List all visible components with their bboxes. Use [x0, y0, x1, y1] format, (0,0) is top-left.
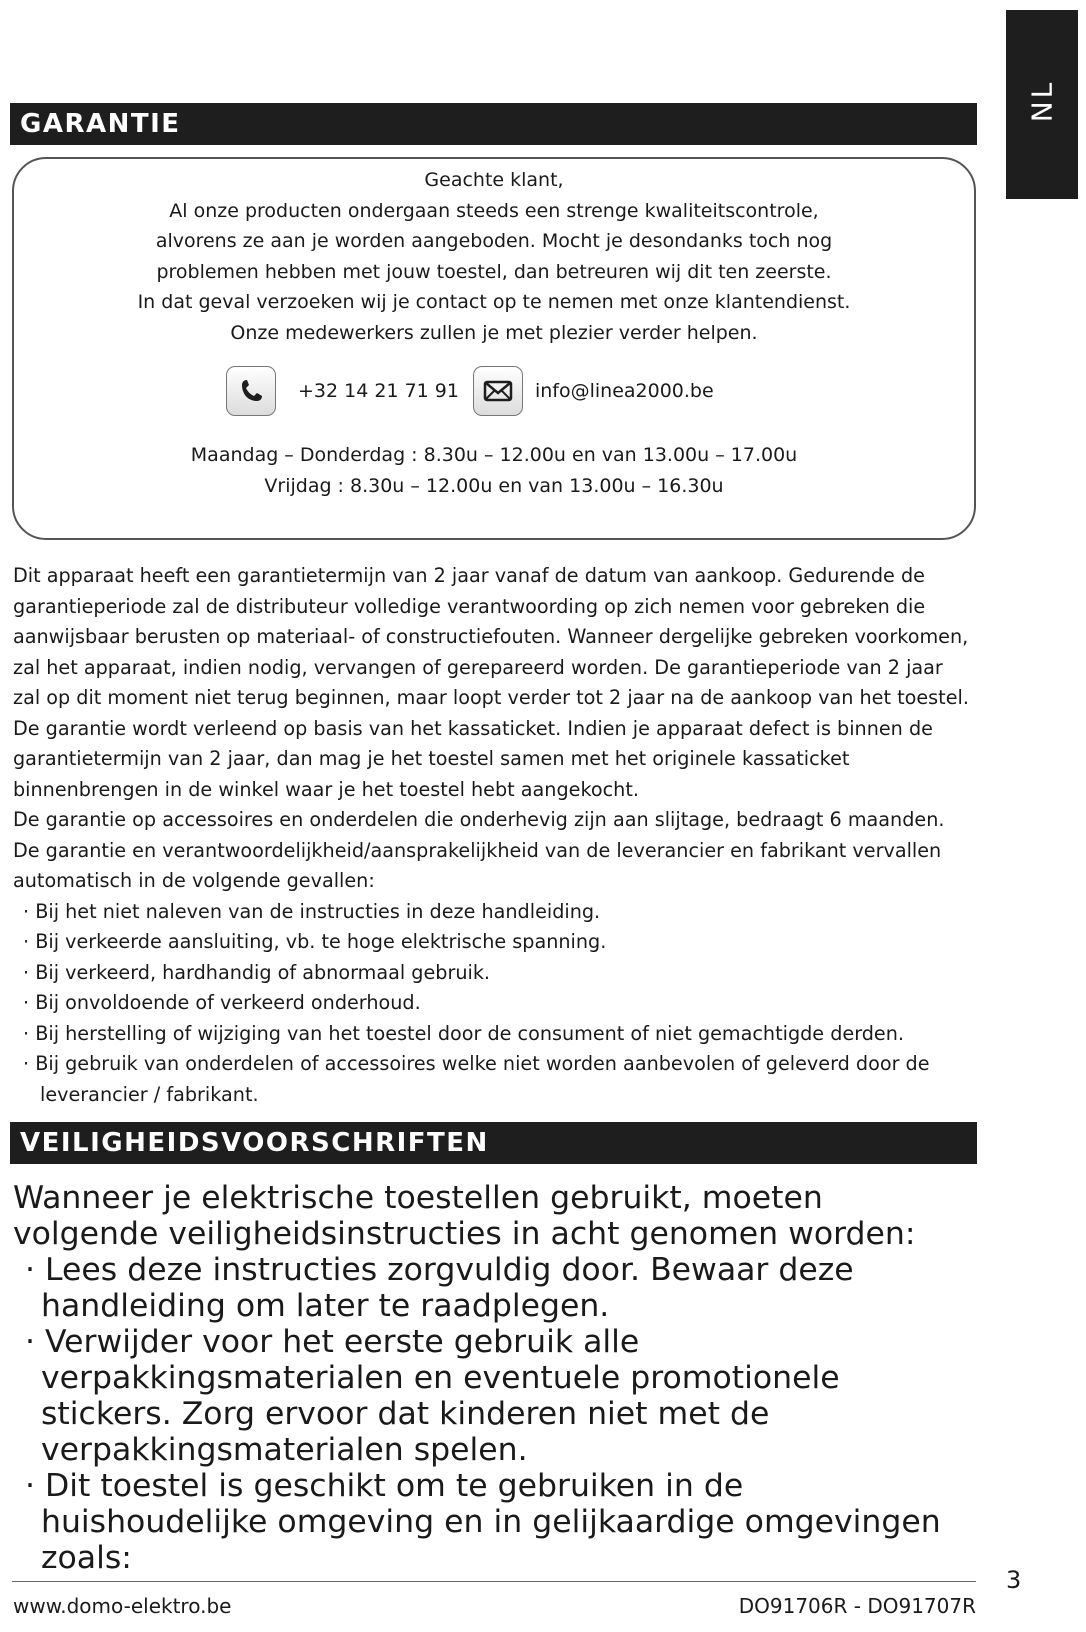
phone-number[interactable]: +32 14 21 71 91 [298, 379, 459, 402]
list-item: · Bij gebruik van onderdelen of accessoires welke niet worden aanbevolen of geleverd door de leverancier / fabrikant. [23, 1052, 930, 1106]
greeting-line: Al onze producten ondergaan steeds een strenge kwaliteitscontrole, [169, 199, 819, 222]
accessories-paragraph: De garantie op accessoires en onderdelen die onderhevig zijn aan slijtage, bedraagt 6 maanden. [13, 808, 945, 831]
opening-hours [14, 440, 974, 501]
language-tab [1006, 10, 1078, 199]
customer-service-box [12, 157, 976, 540]
list-item: · Verwijder voor het eerste gebruik alle verpakkingsmaterialen en eventuele promotionele stickers. Zorg ervoor dat kinderen niet met de verpakkingsmaterialen spelen. [25, 1324, 840, 1468]
safety-list [13, 1252, 973, 1576]
exclusion-list [13, 897, 973, 1111]
list-item: · Lees deze instructies zorgvuldig door. Bewaar deze handleiding om later te raadplegen. [25, 1252, 854, 1324]
list-item: · Bij verkeerde aansluiting, vb. te hoge elektrische spanning. [23, 930, 607, 953]
page-number: 3 [1006, 1566, 1022, 1594]
greeting-line: In dat geval verzoeken wij je contact op te nemen met onze klantendienst. [137, 291, 851, 313]
contact-row [226, 366, 714, 416]
envelope-icon [473, 366, 523, 416]
void-conditions-paragraph: De garantie en verantwoordelijkheid/aansprakelijkheid van de leverancier en fabrikant vervallen automatisch in de volgende gevallen: [13, 838, 942, 892]
phone-icon [226, 366, 276, 416]
greeting-line: problemen hebben met jouw toestel, dan betreuren wij dit ten zeerste. [156, 260, 832, 283]
greeting-line: Onze medewerkers zullen je met plezier verder helpen. [230, 321, 758, 344]
list-item: · Dit toestel is geschikt om te gebruiken in de huishoudelijke omgeving en in gelijkaardige omgevingen zoals: [25, 1468, 941, 1576]
list-item: · Bij onvoldoende of verkeerd onderhoud. [23, 991, 421, 1014]
hours-friday: Vrijdag : 8.30u – 12.00u en van 13.00u – 16.30u [264, 474, 724, 497]
warranty-paragraph: Dit apparaat heeft een garantietermijn van 2 jaar vanaf de datum van aankoop. Gedurende de garantieperiode zal de distributeur volledige verantwoording op zich nemen voor gebreken die aanwijsbaar berusten op materiaal- of constructiefouten. Wanneer dergelijke gebreken voorkomen, zal het apparaat, indien nodig, vervangen of gerepareerd worden. De garantieperiode van 2 jaar zal op dit moment niet terug beginnen, maar loopt verder tot 2 jaar na de aankoop van het toestel. De garantie wordt verleend op basis van het kassaticket. Indien je apparaat defect is binnen de garantietermijn van 2 jaar, dan mag je het toestel samen met het originele kassaticket binnenbrengen in de winkel waar je het toestel hebt aangekocht. [13, 564, 969, 801]
hours-weekdays: Maandag – Donderdag : 8.30u – 12.00u en van 13.00u – 17.00u [190, 444, 798, 466]
safety-heading: VEILIGHEIDSVOORSCHRIFTEN [10, 1122, 977, 1164]
greeting-line: alvorens ze aan je worden aangeboden. Mocht je desondanks toch nog [155, 230, 833, 252]
footer-model-numbers: DO91706R - DO91707R [738, 1594, 976, 1618]
warranty-body [13, 561, 973, 1110]
safety-intro: Wanneer je elektrische toestellen gebruikt, moeten volgende veiligheidsinstructies in acht genomen worden: [13, 1180, 916, 1252]
list-item: · Bij het niet naleven van de instructies in deze handleiding. [23, 899, 601, 923]
language-label: NL [1025, 79, 1059, 122]
footer-website[interactable]: www.domo-elektro.be [13, 1594, 232, 1618]
email-address[interactable]: info@linea2000.be [534, 379, 714, 402]
greeting-line: Geachte klant, [424, 169, 564, 191]
warranty-heading: GARANTIE [10, 103, 977, 145]
greeting-text [14, 165, 974, 348]
list-item: · Bij verkeerd, hardhandig of abnormaal gebruik. [23, 960, 491, 984]
list-item: · Bij herstelling of wijziging van het toestel door de consument of niet gemachtigde derden. [23, 1021, 904, 1045]
footer-divider [12, 1581, 976, 1582]
safety-body [13, 1180, 973, 1576]
